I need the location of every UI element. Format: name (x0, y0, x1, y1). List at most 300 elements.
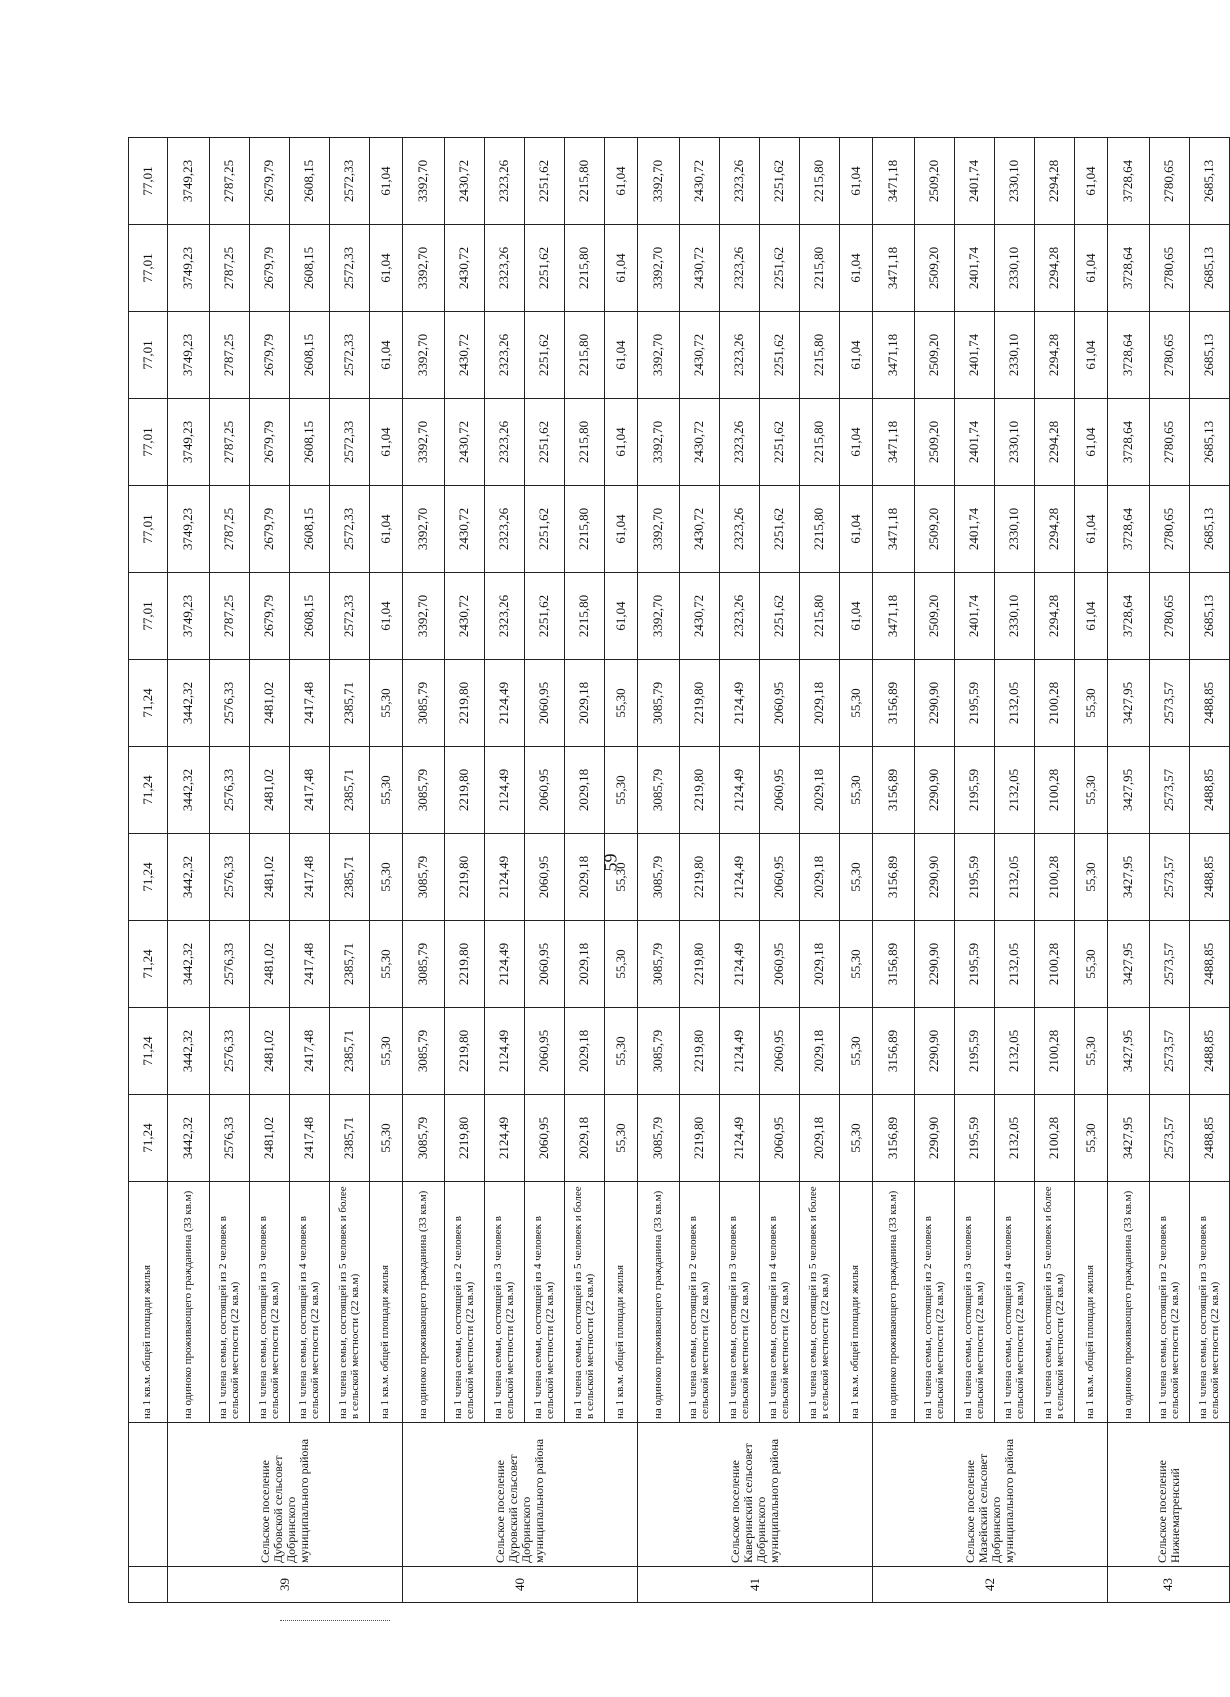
value-cell: 2215,80 (565, 138, 605, 225)
value-cell: 2060,95 (525, 834, 565, 921)
value-cell: 3085,79 (403, 1008, 445, 1095)
group-number: 40 (403, 1567, 638, 1603)
value-cell: 2215,80 (800, 486, 840, 573)
value-cell: 3442,32 (168, 834, 210, 921)
value-cell: 77,01 (129, 138, 168, 225)
value-cell: 3392,70 (403, 312, 445, 399)
value-cell: 2251,62 (525, 138, 565, 225)
value-cell: 2323,26 (485, 138, 525, 225)
value-cell: 3156,89 (873, 834, 915, 921)
value-cell: 3728,64 (1108, 225, 1150, 312)
row-description: на 1 члена семьи, состоящей из 2 человек в сельской местности (22 кв.м) (915, 1182, 955, 1423)
value-cell: 55,30 (840, 1095, 873, 1182)
value-cell: 2219,80 (445, 921, 485, 1008)
value-cell: 2323,26 (720, 399, 760, 486)
value-cell: 2132,05 (995, 747, 1035, 834)
value-cell: 2060,95 (525, 921, 565, 1008)
value-cell: 2787,25 (210, 138, 250, 225)
value-cell: 2195,59 (955, 834, 995, 921)
row-description: на 1 члена семьи, состоящей из 3 человек в сельской местности (22 кв.м) (720, 1182, 760, 1423)
value-cell: 2323,26 (720, 573, 760, 660)
table-row (525, 138, 565, 1603)
value-cell: 2430,72 (445, 399, 485, 486)
table-row (1150, 138, 1190, 1603)
value-cell: 55,30 (605, 1095, 638, 1182)
value-cell: 2385,71 (330, 921, 370, 1008)
value-cell: 2323,26 (485, 399, 525, 486)
value-cell: 2481,02 (250, 1095, 290, 1182)
value-cell: 3085,79 (638, 660, 680, 747)
value-cell: 2294,28 (1035, 312, 1075, 399)
value-cell: 2219,80 (445, 660, 485, 747)
value-cell: 3749,23 (168, 573, 210, 660)
row-description: на 1 члена семьи, состоящей из 5 человек и более в сельской местности (22 кв.м) (1035, 1182, 1075, 1423)
value-cell: 3749,23 (168, 225, 210, 312)
value-cell: 2124,49 (720, 921, 760, 1008)
value-cell: 61,04 (1075, 312, 1108, 399)
table-row (915, 138, 955, 1603)
value-cell: 61,04 (370, 573, 403, 660)
value-cell: 2124,49 (485, 747, 525, 834)
value-cell: 2573,57 (1150, 1095, 1190, 1182)
value-cell: 2679,79 (250, 138, 290, 225)
value-cell: 2330,10 (995, 225, 1035, 312)
table-row (445, 138, 485, 1603)
value-cell: 2132,05 (995, 660, 1035, 747)
value-cell: 2323,26 (485, 312, 525, 399)
value-cell: 2195,59 (955, 921, 995, 1008)
row-description: на 1 члена семьи, состоящей из 5 человек и более в сельской местности (22 кв.м) (800, 1182, 840, 1423)
value-cell: 77,01 (129, 486, 168, 573)
value-cell: 3427,95 (1108, 1095, 1150, 1182)
value-cell: 61,04 (840, 399, 873, 486)
value-cell: 2430,72 (445, 225, 485, 312)
value-cell: 2323,26 (720, 225, 760, 312)
value-cell: 2029,18 (800, 1008, 840, 1095)
value-cell: 2029,18 (800, 747, 840, 834)
value-cell: 2576,33 (210, 1095, 250, 1182)
value-cell: 3442,32 (168, 1095, 210, 1182)
value-cell: 2215,80 (800, 573, 840, 660)
value-cell: 3156,89 (873, 921, 915, 1008)
table-row (330, 138, 370, 1603)
value-cell: 55,30 (605, 921, 638, 1008)
value-cell: 2430,72 (680, 225, 720, 312)
value-cell: 77,01 (129, 225, 168, 312)
value-cell: 2401,74 (955, 399, 995, 486)
value-cell: 2215,80 (565, 399, 605, 486)
value-cell: 77,01 (129, 312, 168, 399)
value-cell: 2294,28 (1035, 399, 1075, 486)
value-cell: 2029,18 (565, 1008, 605, 1095)
row-description: на 1 члена семьи, состоящей из 3 человек в сельской местности (22 кв.м) (250, 1182, 290, 1423)
value-cell: 2132,05 (995, 1008, 1035, 1095)
value-cell: 2787,25 (210, 225, 250, 312)
value-cell: 2417,48 (290, 921, 330, 1008)
value-cell: 55,30 (370, 834, 403, 921)
cost-table (128, 137, 1230, 1603)
settlement-line: Сельское поселение (493, 1460, 508, 1563)
value-cell: 61,04 (840, 573, 873, 660)
value-cell: 71,24 (129, 1095, 168, 1182)
value-cell: 2029,18 (800, 1095, 840, 1182)
value-cell: 61,04 (1075, 486, 1108, 573)
value-cell: 2572,33 (330, 312, 370, 399)
value-cell: 2323,26 (485, 573, 525, 660)
row-description: на одиноко проживающего гражданина (33 кв.м) (1108, 1182, 1150, 1423)
value-cell: 2060,95 (760, 921, 800, 1008)
table-row (1075, 138, 1108, 1603)
value-cell: 3471,18 (873, 225, 915, 312)
value-cell: 3085,79 (403, 921, 445, 1008)
value-cell: 2430,72 (680, 486, 720, 573)
value-cell: 55,30 (605, 660, 638, 747)
value-cell: 55,30 (370, 1008, 403, 1095)
value-cell: 3392,70 (638, 486, 680, 573)
value-cell: 61,04 (605, 399, 638, 486)
value-cell: 2251,62 (525, 312, 565, 399)
settlement-line: Добринского (754, 1496, 768, 1563)
table-row (720, 138, 760, 1603)
row-description: на 1 кв.м. общей площади жилья (605, 1182, 638, 1423)
value-cell: 61,04 (370, 312, 403, 399)
value-cell: 2509,20 (915, 138, 955, 225)
settlement-line: муниципального района (296, 1438, 311, 1563)
value-cell: 55,30 (1075, 747, 1108, 834)
value-cell: 61,04 (370, 399, 403, 486)
value-cell: 2290,90 (915, 834, 955, 921)
value-cell: 2124,49 (485, 660, 525, 747)
row-description: на одиноко проживающего гражданина (33 кв.м) (873, 1182, 915, 1423)
value-cell: 2572,33 (330, 573, 370, 660)
value-cell: 2679,79 (250, 225, 290, 312)
value-cell: 2787,25 (210, 312, 250, 399)
value-cell: 2330,10 (995, 312, 1035, 399)
value-cell: 3728,64 (1108, 138, 1150, 225)
value-cell: 2401,74 (955, 486, 995, 573)
value-cell: 61,04 (605, 312, 638, 399)
value-cell: 2215,80 (800, 399, 840, 486)
value-cell: 3427,95 (1108, 1008, 1150, 1095)
value-cell: 2608,15 (290, 399, 330, 486)
value-cell: 55,30 (1075, 660, 1108, 747)
value-cell: 2573,57 (1150, 834, 1190, 921)
value-cell: 2780,65 (1150, 573, 1190, 660)
value-cell: 71,24 (129, 1008, 168, 1095)
settlement-name (873, 1423, 1108, 1567)
settlement-cell (129, 1423, 168, 1567)
value-cell: 2509,20 (915, 312, 955, 399)
value-cell: 2219,80 (445, 834, 485, 921)
settlement-line: Сельское поселение (728, 1460, 743, 1563)
value-cell: 2124,49 (485, 1008, 525, 1095)
table-row (485, 138, 525, 1603)
value-cell: 61,04 (605, 486, 638, 573)
settlement-name (1108, 1423, 1230, 1567)
value-cell: 55,30 (840, 921, 873, 1008)
value-cell: 2576,33 (210, 1008, 250, 1095)
value-cell: 2251,62 (525, 399, 565, 486)
settlement-name (403, 1423, 638, 1567)
value-cell: 55,30 (370, 660, 403, 747)
value-cell: 2124,49 (485, 921, 525, 1008)
value-cell: 55,30 (840, 1008, 873, 1095)
value-cell: 3749,23 (168, 399, 210, 486)
value-cell: 2430,72 (680, 312, 720, 399)
value-cell: 2573,57 (1150, 1008, 1190, 1095)
value-cell: 2685,13 (1190, 138, 1230, 225)
value-cell: 3728,64 (1108, 312, 1150, 399)
value-cell: 2294,28 (1035, 225, 1075, 312)
table-row (250, 138, 290, 1603)
value-cell: 2060,95 (760, 834, 800, 921)
value-cell: 2481,02 (250, 1008, 290, 1095)
row-description: на 1 кв.м. общей площади жилья (840, 1182, 873, 1423)
value-cell: 3392,70 (403, 225, 445, 312)
value-cell: 2576,33 (210, 921, 250, 1008)
value-cell: 2608,15 (290, 225, 330, 312)
value-cell: 2215,80 (565, 312, 605, 399)
value-cell: 3085,79 (638, 747, 680, 834)
value-cell: 3392,70 (638, 225, 680, 312)
value-cell: 2029,18 (800, 921, 840, 1008)
value-cell: 2100,28 (1035, 921, 1075, 1008)
value-cell: 55,30 (370, 1095, 403, 1182)
value-cell: 2251,62 (760, 486, 800, 573)
value-cell: 2608,15 (290, 573, 330, 660)
value-cell: 2290,90 (915, 747, 955, 834)
value-cell: 61,04 (370, 225, 403, 312)
value-cell: 2294,28 (1035, 573, 1075, 660)
value-cell: 2290,90 (915, 1008, 955, 1095)
settlement-line: Дубовской сельсовет (271, 1455, 286, 1563)
settlement-line: Добринского (989, 1496, 1003, 1563)
value-cell: 3471,18 (873, 486, 915, 573)
value-cell: 3749,23 (168, 486, 210, 573)
value-cell: 2100,28 (1035, 1008, 1075, 1095)
value-cell: 2290,90 (915, 1095, 955, 1182)
value-cell: 2124,49 (485, 1095, 525, 1182)
value-cell: 3085,79 (638, 1008, 680, 1095)
value-cell: 3085,79 (638, 1095, 680, 1182)
row-number-cell (129, 1567, 168, 1603)
value-cell: 2330,10 (995, 138, 1035, 225)
value-cell: 2780,65 (1150, 138, 1190, 225)
value-cell: 2608,15 (290, 312, 330, 399)
value-cell: 2430,72 (445, 312, 485, 399)
value-cell: 2608,15 (290, 486, 330, 573)
value-cell: 3471,18 (873, 573, 915, 660)
table-row (955, 138, 995, 1603)
value-cell: 2576,33 (210, 834, 250, 921)
value-cell: 61,04 (370, 486, 403, 573)
value-cell: 2679,79 (250, 399, 290, 486)
value-cell: 2385,71 (330, 834, 370, 921)
value-cell: 61,04 (605, 573, 638, 660)
value-cell: 2323,26 (720, 138, 760, 225)
value-cell: 3427,95 (1108, 834, 1150, 921)
value-cell: 2132,05 (995, 834, 1035, 921)
value-cell: 2219,80 (680, 921, 720, 1008)
value-cell: 2573,57 (1150, 747, 1190, 834)
value-cell: 2488,85 (1190, 1095, 1230, 1182)
value-cell: 61,04 (605, 138, 638, 225)
value-cell: 2323,26 (720, 486, 760, 573)
value-cell: 2576,33 (210, 660, 250, 747)
value-cell: 2251,62 (760, 573, 800, 660)
value-cell: 61,04 (840, 486, 873, 573)
value-cell: 61,04 (1075, 399, 1108, 486)
value-cell: 61,04 (1075, 573, 1108, 660)
value-cell: 2417,48 (290, 747, 330, 834)
row-description: на 1 кв.м. общей площади жилья (129, 1182, 168, 1423)
cut-off-line (280, 1620, 390, 1621)
value-cell: 55,30 (605, 747, 638, 834)
value-cell: 2290,90 (915, 660, 955, 747)
settlement-line: Нижнематренский (1167, 1468, 1182, 1563)
value-cell: 2572,33 (330, 486, 370, 573)
value-cell: 55,30 (1075, 834, 1108, 921)
value-cell: 3392,70 (638, 573, 680, 660)
table-body (129, 138, 1230, 1603)
value-cell: 61,04 (370, 138, 403, 225)
table-row (873, 138, 915, 1603)
value-cell: 2219,80 (680, 660, 720, 747)
value-cell: 2029,18 (565, 747, 605, 834)
value-cell: 3156,89 (873, 660, 915, 747)
value-cell: 55,30 (1075, 921, 1108, 1008)
value-cell: 71,24 (129, 660, 168, 747)
value-cell: 2608,15 (290, 138, 330, 225)
value-cell: 55,30 (1075, 1008, 1108, 1095)
row-description: на одиноко проживающего гражданина (33 кв.м) (168, 1182, 210, 1423)
group-number: 42 (873, 1567, 1108, 1603)
value-cell: 3392,70 (638, 312, 680, 399)
value-cell: 2417,48 (290, 834, 330, 921)
settlement-name (168, 1423, 403, 1567)
value-cell: 2685,13 (1190, 399, 1230, 486)
value-cell: 2417,48 (290, 1095, 330, 1182)
value-cell: 2679,79 (250, 573, 290, 660)
value-cell: 2029,18 (565, 921, 605, 1008)
value-cell: 2385,71 (330, 660, 370, 747)
value-cell: 3471,18 (873, 138, 915, 225)
page-number: 59 (600, 853, 621, 872)
value-cell: 2124,49 (720, 834, 760, 921)
value-cell: 2573,57 (1150, 660, 1190, 747)
value-cell: 2780,65 (1150, 399, 1190, 486)
value-cell: 2060,95 (760, 747, 800, 834)
value-cell: 3392,70 (403, 573, 445, 660)
value-cell: 3392,70 (403, 486, 445, 573)
table-row (1108, 138, 1150, 1603)
value-cell: 2215,80 (565, 573, 605, 660)
value-cell: 2294,28 (1035, 138, 1075, 225)
table-row (290, 138, 330, 1603)
value-cell: 3156,89 (873, 1095, 915, 1182)
value-cell: 2780,65 (1150, 225, 1190, 312)
value-cell: 2509,20 (915, 486, 955, 573)
value-cell: 2124,49 (485, 834, 525, 921)
value-cell: 2251,62 (525, 573, 565, 660)
value-cell: 2219,80 (445, 1095, 485, 1182)
value-cell: 2100,28 (1035, 834, 1075, 921)
row-description: на 1 члена семьи, состоящей из 5 человек и более в сельской местности (22 кв.м) (330, 1182, 370, 1423)
row-description: на 1 члена семьи, состоящей из 4 человек в сельской местности (22 кв.м) (995, 1182, 1035, 1423)
value-cell: 2219,80 (445, 747, 485, 834)
value-cell: 2685,13 (1190, 312, 1230, 399)
value-cell: 2401,74 (955, 312, 995, 399)
value-cell: 2430,72 (680, 573, 720, 660)
row-description: на 1 члена семьи, состоящей из 2 человек в сельской местности (22 кв.м) (445, 1182, 485, 1423)
value-cell: 2573,57 (1150, 921, 1190, 1008)
value-cell: 2787,25 (210, 399, 250, 486)
value-cell: 2124,49 (720, 1008, 760, 1095)
value-cell: 3442,32 (168, 1008, 210, 1095)
value-cell: 2488,85 (1190, 921, 1230, 1008)
value-cell: 55,30 (605, 834, 638, 921)
value-cell: 3442,32 (168, 747, 210, 834)
value-cell: 3392,70 (403, 399, 445, 486)
value-cell: 3749,23 (168, 312, 210, 399)
value-cell: 2124,49 (720, 1095, 760, 1182)
value-cell: 2401,74 (955, 573, 995, 660)
value-cell: 2330,10 (995, 399, 1035, 486)
value-cell: 2330,10 (995, 486, 1035, 573)
row-description: на одиноко проживающего гражданина (33 кв.м) (403, 1182, 445, 1423)
value-cell: 2780,65 (1150, 486, 1190, 573)
table-row (680, 138, 720, 1603)
value-cell: 2488,85 (1190, 834, 1230, 921)
value-cell: 61,04 (840, 312, 873, 399)
value-cell: 2488,85 (1190, 660, 1230, 747)
table-row (565, 138, 605, 1603)
settlement-line: Дуровский сельсовет (506, 1454, 521, 1563)
value-cell: 3442,32 (168, 921, 210, 1008)
value-cell: 2060,95 (525, 1008, 565, 1095)
value-cell: 2219,80 (680, 1008, 720, 1095)
settlement-line: муниципального района (531, 1438, 546, 1563)
value-cell: 3471,18 (873, 399, 915, 486)
row-description: на 1 члена семьи, состоящей из 2 человек в сельской местности (22 кв.м) (1150, 1182, 1190, 1423)
value-cell: 2124,49 (720, 660, 760, 747)
value-cell: 2685,13 (1190, 573, 1230, 660)
value-cell: 2572,33 (330, 399, 370, 486)
value-cell: 2029,18 (565, 834, 605, 921)
value-cell: 61,04 (1075, 138, 1108, 225)
settlement-line: Мазейский сельсовет (976, 1453, 991, 1563)
value-cell: 2060,95 (760, 1008, 800, 1095)
value-cell: 2132,05 (995, 1095, 1035, 1182)
table-row (840, 138, 873, 1603)
value-cell: 2100,28 (1035, 660, 1075, 747)
row-description: на 1 члена семьи, состоящей из 4 человек в сельской местности (22 кв.м) (290, 1182, 330, 1423)
value-cell: 2251,62 (760, 312, 800, 399)
value-cell: 2430,72 (680, 399, 720, 486)
value-cell: 3749,23 (168, 138, 210, 225)
value-cell: 2385,71 (330, 1008, 370, 1095)
value-cell: 2060,95 (760, 1095, 800, 1182)
settlement-name (638, 1423, 873, 1567)
value-cell: 2029,18 (800, 660, 840, 747)
value-cell: 2029,18 (565, 1095, 605, 1182)
value-cell: 2219,80 (680, 1095, 720, 1182)
value-cell: 2481,02 (250, 747, 290, 834)
value-cell: 61,04 (840, 225, 873, 312)
group-number: 41 (638, 1567, 873, 1603)
value-cell: 3442,32 (168, 660, 210, 747)
value-cell: 2251,62 (525, 486, 565, 573)
